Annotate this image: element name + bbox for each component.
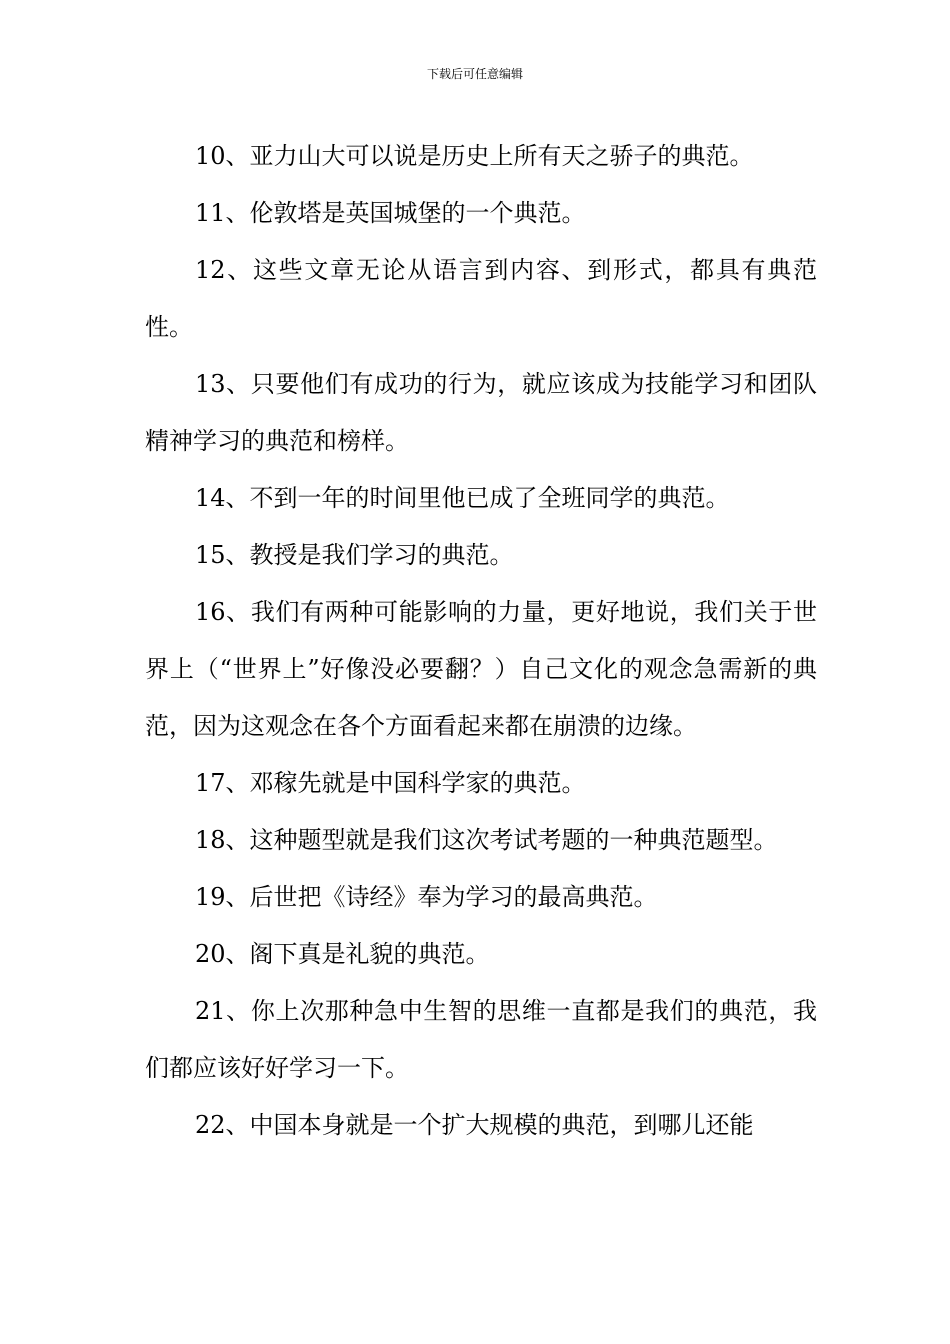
page-header: 下载后可任意编辑	[426, 67, 523, 81]
paragraph-18: 18、这种题型就是我们这次考试考题的一种典范题型。	[195, 826, 778, 854]
paragraph-15: 15、教授是我们学习的典范。	[195, 541, 514, 569]
paragraph-20: 20、阁下真是礼貌的典范。	[195, 940, 490, 968]
paragraph-16: 16、我们有两种可能影响的力量，更好地说，我们关于世界上（“世界上”好像没必要翻？）自己文化的观念急需新的典范，因为这观念在各个方面看起来都在崩溃的边缘。	[145, 598, 817, 740]
paragraph-22: 22、中国本身就是一个扩大规模的典范，到哪儿还能	[195, 1111, 754, 1139]
paragraph-13: 13、只要他们有成功的行为，就应该成为技能学习和团队精神学习的典范和榜样。	[145, 370, 817, 455]
paragraph-21: 21、你上次那种急中生智的思维一直都是我们的典范，我们都应该好好学习一下。	[145, 997, 817, 1082]
paragraph-12: 12、这些文章无论从语言到内容、到形式，都具有典范性。	[145, 256, 817, 341]
paragraph-10: 10、亚力山大可以说是历史上所有天之骄子的典范。	[195, 142, 754, 170]
document-body	[145, 128, 817, 1154]
paragraph-14: 14、不到一年的时间里他已成了全班同学的典范。	[195, 484, 730, 512]
paragraph-19: 19、后世把《诗经》奉为学习的最高典范。	[195, 883, 658, 911]
paragraph-17: 17、邓稼先就是中国科学家的典范。	[195, 769, 586, 797]
paragraph-11: 11、伦敦塔是英国城堡的一个典范。	[195, 199, 586, 227]
